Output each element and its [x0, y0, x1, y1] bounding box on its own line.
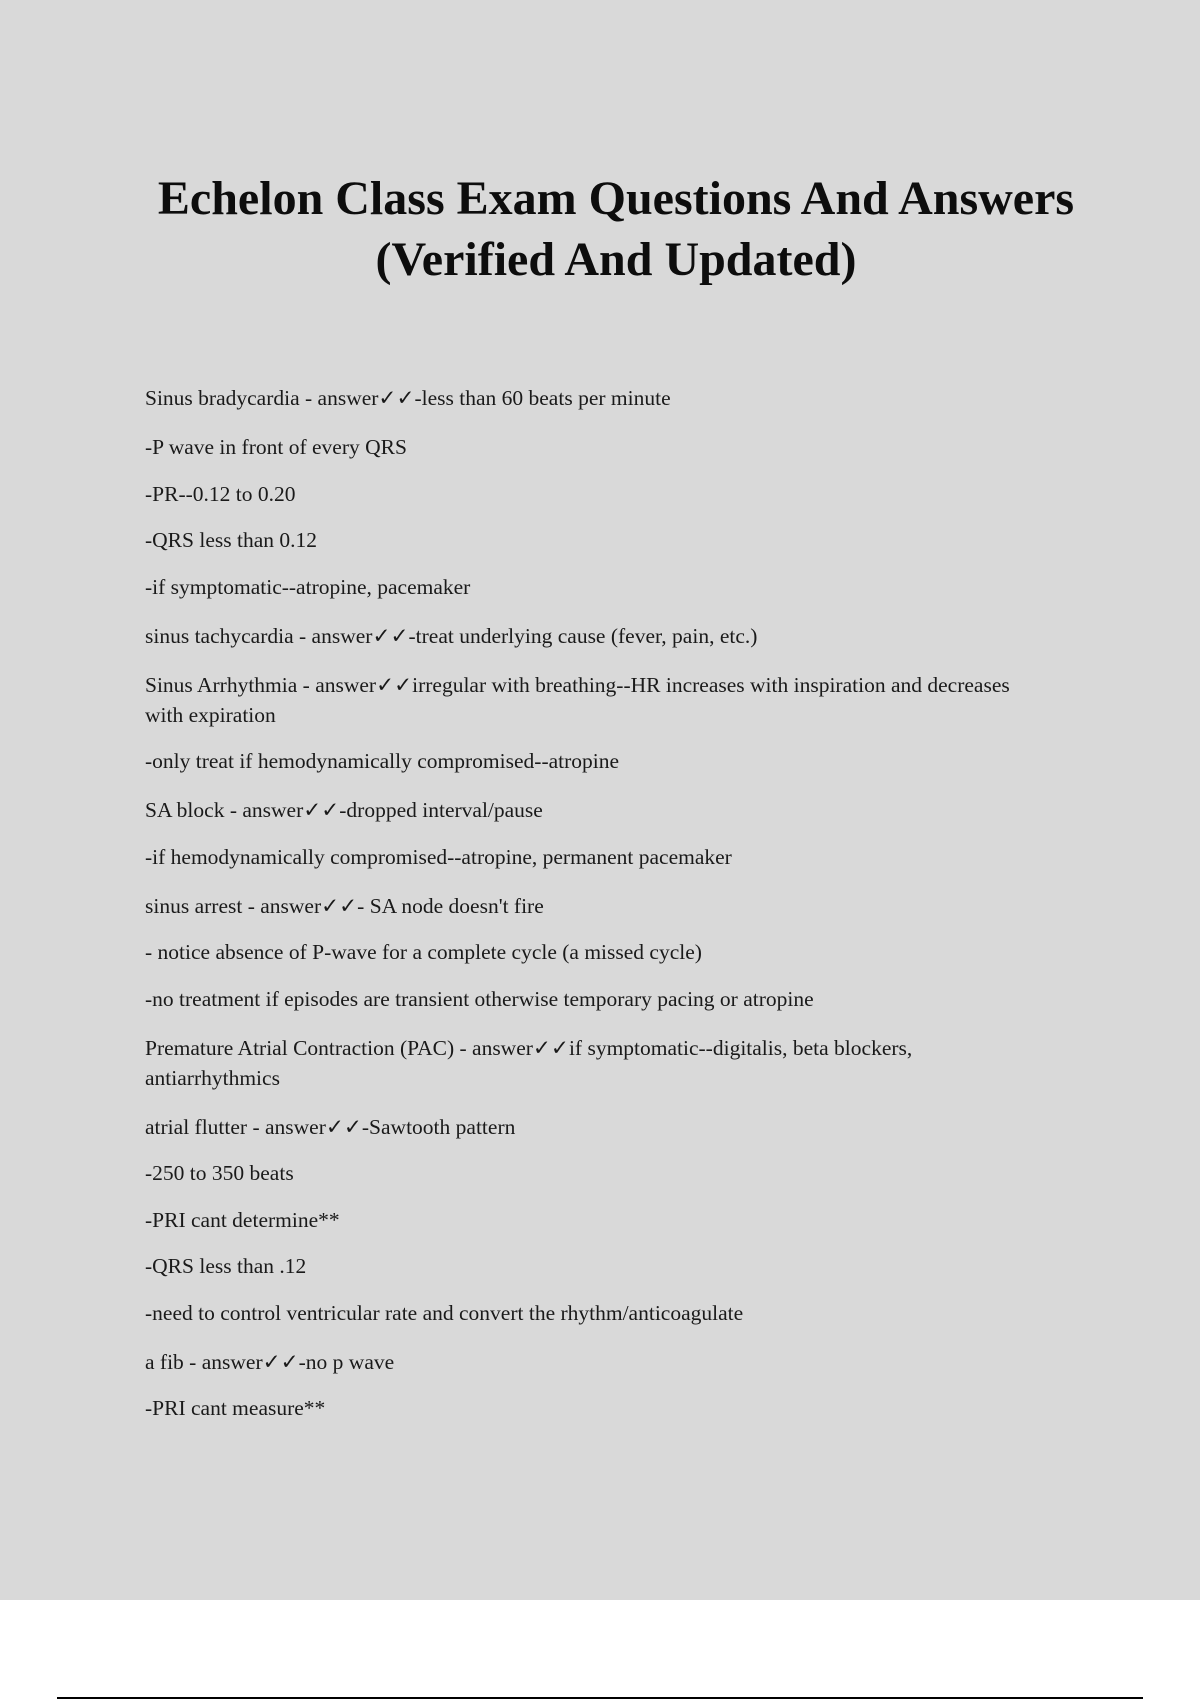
- body-line: -if hemodynamically compromised--atropine, permanent pacemaker: [145, 844, 732, 869]
- body-line: -P wave in front of every QRS: [145, 435, 407, 459]
- body-line: sinus tachycardia - answer✓✓-treat underlying cause (fever, pain, etc.): [145, 623, 758, 648]
- body-line: -if symptomatic--atropine, pacemaker: [145, 574, 471, 599]
- title-line-2: (Verified And Updated): [375, 233, 857, 286]
- body-line: SA block - answer✓✓-dropped interval/pause: [145, 798, 543, 822]
- body-line: -QRS less than .12: [145, 1254, 307, 1278]
- body-line: -QRS less than 0.12: [145, 528, 317, 552]
- body-line: -PRI cant determine**: [145, 1207, 340, 1232]
- body-line: -PR--0.12 to 0.20: [145, 481, 296, 506]
- body-line: -need to control ventricular rate and convert the rhythm/anticoagulate: [145, 1300, 744, 1325]
- body-line: Premature Atrial Contraction (PAC) - answer✓✓if symptomatic--digitalis, beta blockers, antiarrhythmics: [145, 1035, 913, 1090]
- body-line: -only treat if hemodynamically compromised--atropine: [145, 749, 620, 773]
- document-body: [145, 383, 1045, 1440]
- body-line: sinus arrest - answer✓✓- SA node doesn't fire: [145, 893, 544, 918]
- body-line: a fib - answer✓✓-no p wave: [145, 1349, 395, 1374]
- body-line: Sinus Arrhythmia - answer✓✓irregular with breathing--HR increases with inspiration and decreases with expiration: [145, 672, 1010, 727]
- body-line: -PRI cant measure**: [145, 1396, 326, 1420]
- document-title: [100, 168, 1132, 290]
- body-line: -250 to 350 beats: [145, 1161, 294, 1185]
- body-line: atrial flutter - answer✓✓-Sawtooth pattern: [145, 1114, 516, 1139]
- body-line: -no treatment if episodes are transient otherwise temporary pacing or atropine: [145, 986, 814, 1011]
- body-line: Sinus bradycardia - answer✓✓-less than 60 beats per minute: [145, 386, 671, 410]
- page-bottom-divider: [57, 1697, 1143, 1699]
- body-line: - notice absence of P-wave for a complete cycle (a missed cycle): [145, 940, 702, 964]
- title-line-1: Echelon Class Exam Questions And Answers: [157, 172, 1075, 225]
